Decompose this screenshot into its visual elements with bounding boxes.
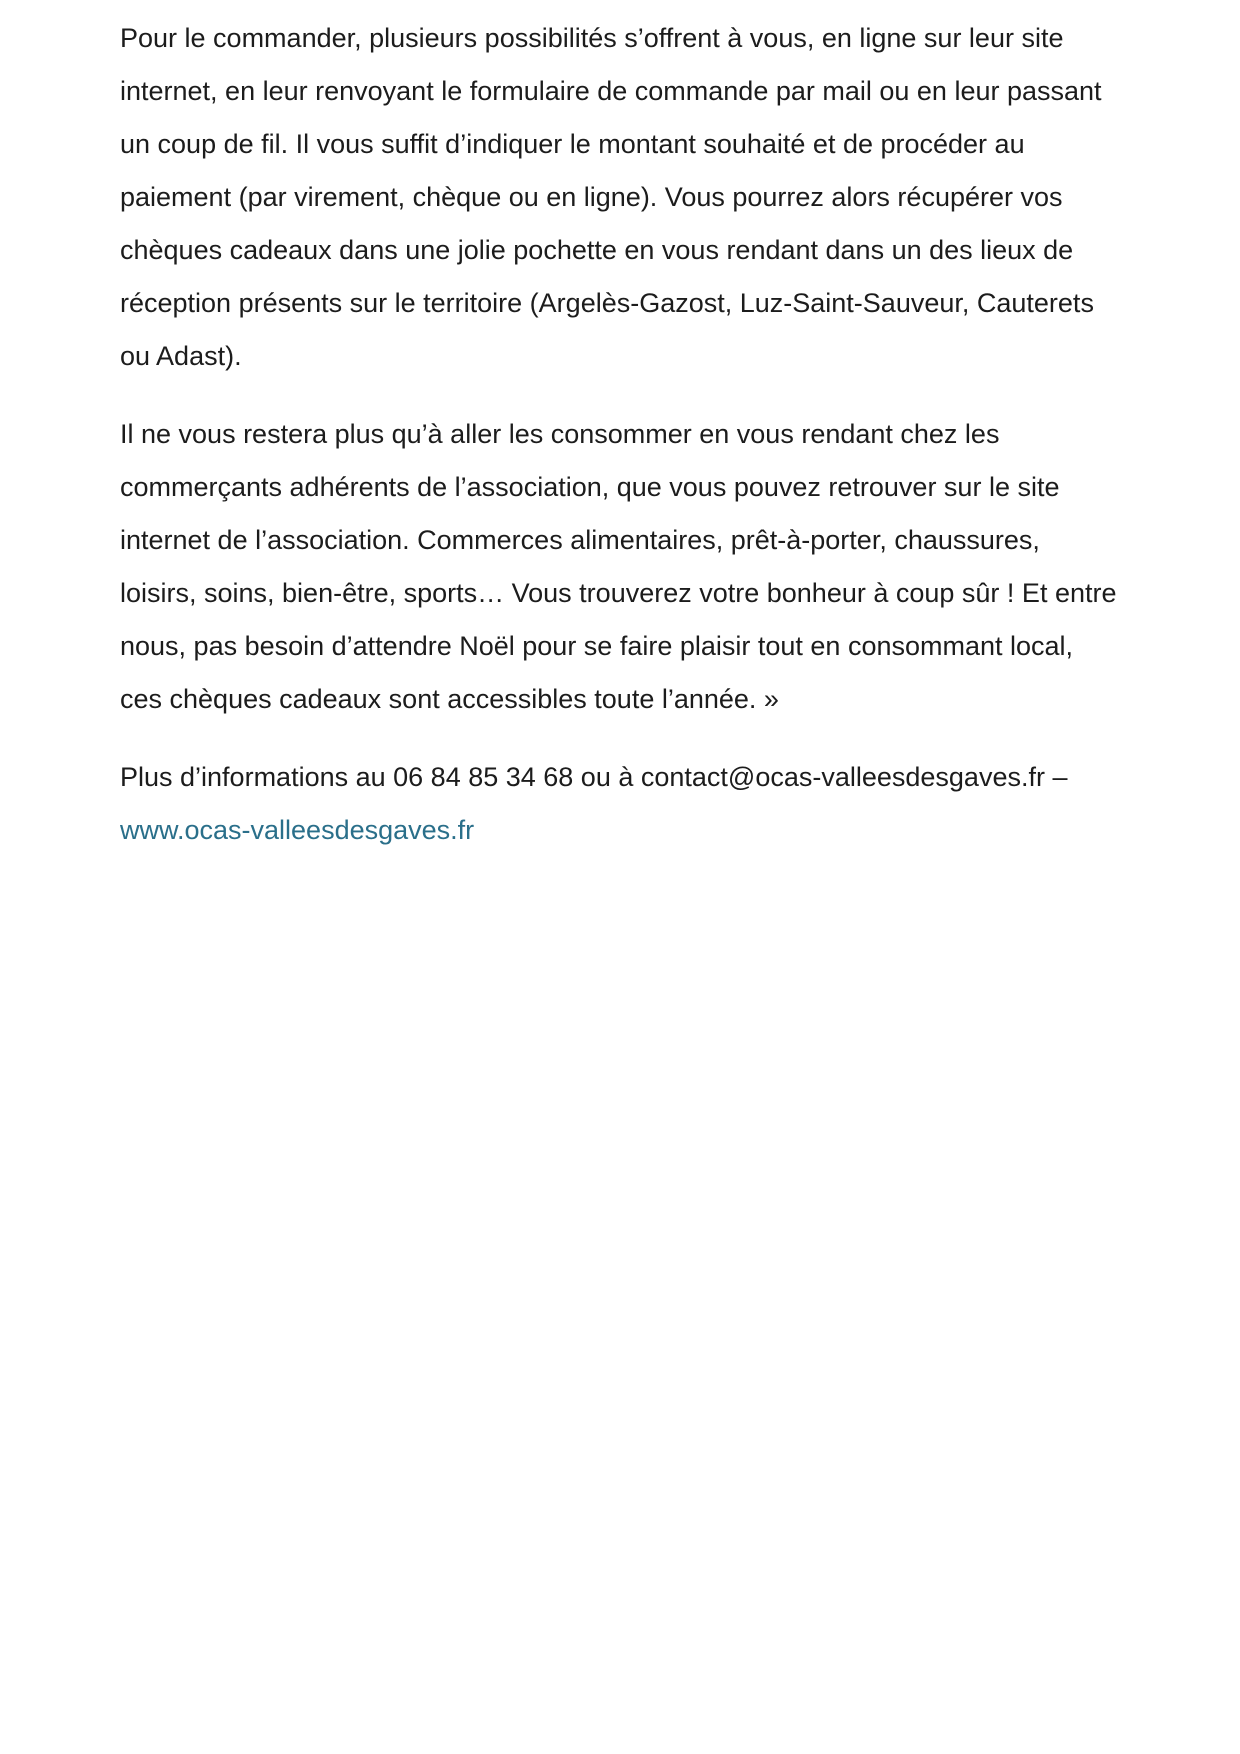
document-page xyxy=(120,12,1122,882)
paragraph-usage-info: Il ne vous restera plus qu’à aller les consommer en vous rendant chez les commerçants adhérents de l’association, que vous pouvez retrouver sur le site internet de l’association. Commerces alimentaires, prêt-à-porter, chaussures, loisirs, soins, bien-être, sports… Vous trouverez votre bonheur à coup sûr ! Et entre nous, pas besoin d’attendre Noël pour se faire plaisir tout en consommant local, ces chèques cadeaux sont accessibles toute l’année. » xyxy=(120,419,1117,714)
paragraph-order-info: Pour le commander, plusieurs possibilités s’offrent à vous, en ligne sur leur site internet, en leur renvoyant le formulaire de commande par mail ou en leur passant un coup de fil. Il vous suffit d’indiquer le montant souhaité et de procéder au paiement (par virement, chèque ou en ligne). Vous pourrez alors récupérer vos chèques cadeaux dans une jolie pochette en vous rendant dans un des lieux de réception présents sur le territoire (Argelès-Gazost, Luz-Saint-Sauveur, Cauterets ou Adast). xyxy=(120,23,1102,371)
website-link[interactable]: www.ocas-valleesdesgaves.fr xyxy=(120,815,475,845)
paragraph-contact xyxy=(120,751,1122,857)
contact-text: Plus d’informations au 06 84 85 34 68 ou à contact@ocas-valleesdesgaves.fr – xyxy=(120,762,1068,792)
